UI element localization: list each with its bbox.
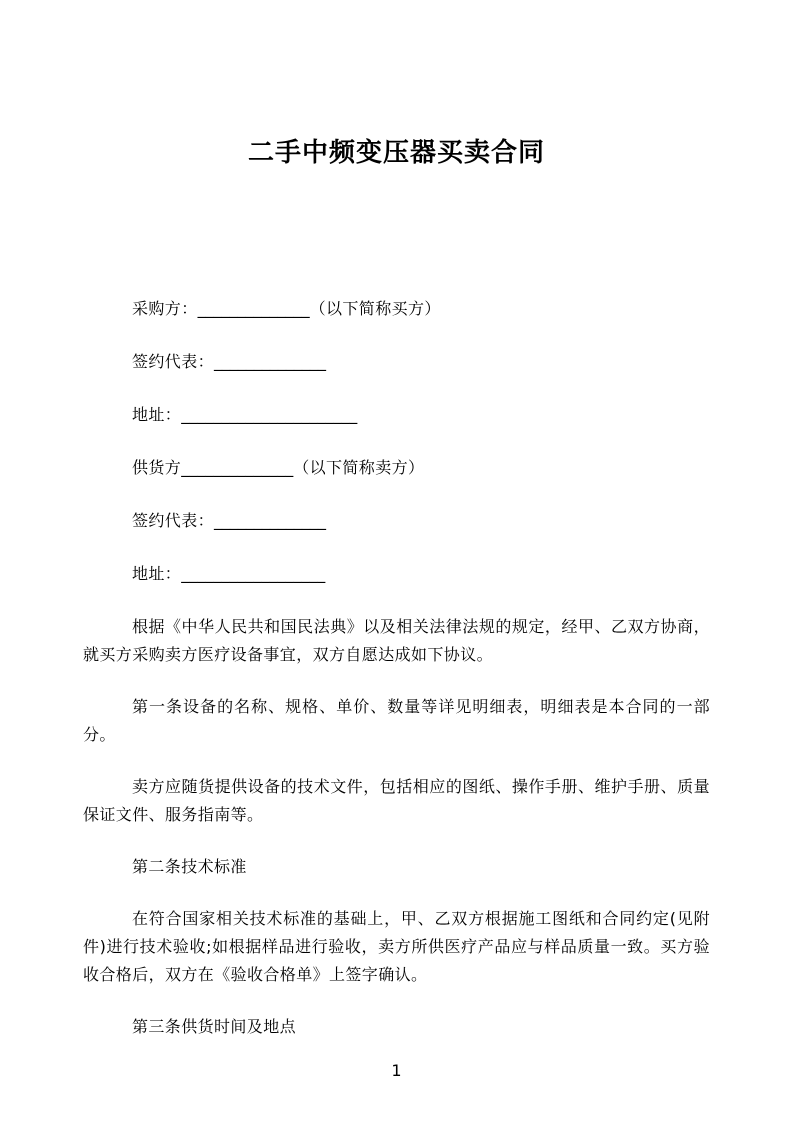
field-label: 地址： [132, 405, 182, 424]
party-line [83, 507, 710, 535]
page-number: 1 [391, 1061, 402, 1080]
field-label: 供货方 [132, 458, 182, 477]
party-line [83, 560, 710, 588]
blank-underline: ______________ [181, 458, 294, 477]
contract-paragraph: 第一条设备的名称、规格、单价、数量等详见明细表，明细表是本合同的一部分。 [83, 697, 710, 744]
blank-underline: ______________ [197, 299, 310, 318]
contract-paragraph: 根据《中华人民共和国民法典》以及相关法律法规的规定，经甲、乙双方协商，就买方采购卖方医疗设备事宜，双方自愿达成如下协议。 [83, 617, 710, 664]
party-line [83, 295, 710, 323]
contract-paragraph: 卖方应随货提供设备的技术文件，包括相应的图纸、操作手册、维护手册、质量保证文件、服务指南等。 [83, 777, 710, 824]
blank-underline: ______________ [214, 352, 327, 371]
blank-underline: ______________________ [181, 405, 358, 424]
contract-paragraph: 第三条供货时间及地点 [132, 1017, 297, 1036]
field-suffix: （以下简称卖方） [293, 458, 425, 477]
party-line [83, 348, 710, 376]
party-line [83, 454, 710, 482]
field-label: 签约代表： [132, 511, 215, 530]
field-suffix: （以下简称买方） [309, 299, 441, 318]
field-label: 签约代表： [132, 352, 215, 371]
field-label: 采购方： [132, 299, 198, 318]
blank-underline: ______________ [214, 511, 327, 530]
contract-title: 二手中频变压器买卖合同 [247, 138, 545, 168]
blank-underline: __________________ [181, 564, 326, 583]
party-info-section [83, 295, 710, 588]
contract-paragraph: 第二条技术标准 [132, 857, 247, 876]
party-line [83, 401, 710, 429]
contract-paragraph: 在符合国家相关技术标准的基础上，甲、乙双方根据施工图纸和合同约定(见附件)进行技术验收;如根据样品进行验收，卖方所供医疗产品应与样品质量一致。买方验收合格后，双方在《验收合格单》上签字确认。 [83, 909, 710, 984]
field-label: 地址： [132, 564, 182, 583]
contract-clauses-section [83, 613, 710, 1041]
